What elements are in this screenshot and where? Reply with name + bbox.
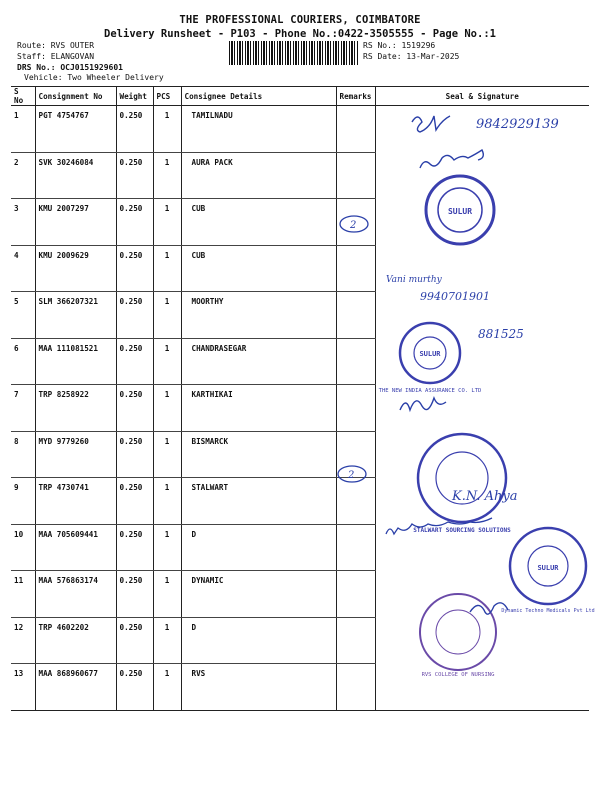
- row-signature-cell: [375, 664, 589, 711]
- sig1-phone: 9842929139: [476, 117, 559, 132]
- row-signature-cell: [375, 292, 589, 339]
- row-consignee: BISMARCK: [181, 431, 336, 478]
- row-pcs: 1: [153, 524, 181, 571]
- row-consignee: DYNAMIC: [181, 571, 336, 618]
- stamp-new-india-text: THE NEW INDIA ASSURANCE CO. LTD: [378, 388, 482, 394]
- row-pcs: 1: [153, 385, 181, 432]
- stamp-new-india-inner: SULUR: [419, 350, 441, 358]
- row-weight: 0.250: [116, 245, 153, 292]
- row-weight: 0.250: [116, 338, 153, 385]
- row-consignment-no: SLM 366207321: [35, 292, 116, 339]
- table-row: [11, 571, 589, 618]
- col-signature: Seal & Signature: [375, 87, 589, 106]
- row-sno: 8: [11, 431, 35, 478]
- row-pcs: 1: [153, 664, 181, 711]
- row-remarks: [336, 617, 375, 664]
- row-remarks: [336, 664, 375, 711]
- row-remarks: [336, 245, 375, 292]
- row-signature-cell: [375, 152, 589, 199]
- row-sno: 13: [11, 664, 35, 711]
- row-signature-cell: [375, 478, 589, 525]
- row-signature-cell: [375, 245, 589, 292]
- row-remarks: [336, 106, 375, 153]
- row-signature-cell: [375, 106, 589, 153]
- row-consignment-no: TRP 8258922: [35, 385, 116, 432]
- company-title: THE PROFESSIONAL COURIERS, COIMBATORE: [179, 14, 421, 26]
- row-pcs: 1: [153, 152, 181, 199]
- row-consignee: AURA PACK: [181, 152, 336, 199]
- row-pcs: 1: [153, 106, 181, 153]
- row-consignment-no: TRP 4730741: [35, 478, 116, 525]
- row-consignee: CUB: [181, 199, 336, 246]
- row-weight: 0.250: [116, 292, 153, 339]
- runsheet-table: [11, 86, 589, 711]
- table-row: [11, 524, 589, 571]
- row-sno: 12: [11, 617, 35, 664]
- row-consignment-no: KMU 2009629: [35, 245, 116, 292]
- col-weight: Weight: [116, 87, 153, 106]
- row-consignee: TAMILNADU: [181, 106, 336, 153]
- row-sno: 5: [11, 292, 35, 339]
- row-pcs: 1: [153, 292, 181, 339]
- row-remarks: [336, 292, 375, 339]
- row-weight: 0.250: [116, 106, 153, 153]
- stamp-sulur-text: SULUR: [447, 207, 473, 216]
- row-sno: 9: [11, 478, 35, 525]
- row-remarks: [336, 524, 375, 571]
- row-consignment-no: MAA 705609441: [35, 524, 116, 571]
- sig6-number: 881525: [478, 327, 524, 341]
- stamp-stalwart-text: STALWART SOURCING SOLUTIONS: [413, 527, 511, 534]
- row-sno: 11: [11, 571, 35, 618]
- col-sno: S No: [11, 87, 35, 106]
- col-remarks: Remarks: [336, 87, 375, 106]
- row-consignment-no: MAA 868960677: [35, 664, 116, 711]
- row-sno: 6: [11, 338, 35, 385]
- row-sno: 7: [11, 385, 35, 432]
- row-weight: 0.250: [116, 385, 153, 432]
- row-remarks: [336, 431, 375, 478]
- table-row: [11, 245, 589, 292]
- barcode: [229, 41, 359, 65]
- row-pcs: 1: [153, 431, 181, 478]
- stamp-dynamic-inner: SULUR: [537, 564, 559, 572]
- table-header-row: [11, 87, 589, 106]
- row-consignee: STALWART: [181, 478, 336, 525]
- row-signature-cell: [375, 431, 589, 478]
- vehicle-label: Vehicle: Two Wheeler Delivery: [24, 73, 164, 82]
- row-pcs: 1: [153, 199, 181, 246]
- row-weight: 0.250: [116, 478, 153, 525]
- table-row: [11, 152, 589, 199]
- row-sno: 4: [11, 245, 35, 292]
- row-consignment-no: MYD 9779260: [35, 431, 116, 478]
- route-label: Route: RVS OUTER: [17, 41, 95, 50]
- table-row: [11, 199, 589, 246]
- row-remarks: [336, 571, 375, 618]
- table-row: [11, 431, 589, 478]
- col-pcs: PCS: [153, 87, 181, 106]
- row-weight: 0.250: [116, 664, 153, 711]
- col-consignee: Consignee Details: [181, 87, 336, 106]
- row-weight: 0.250: [116, 524, 153, 571]
- row-consignee: CUB: [181, 245, 336, 292]
- row-consignee: D: [181, 617, 336, 664]
- row-remarks: [336, 338, 375, 385]
- row-consignment-no: PGT 4754767: [35, 106, 116, 153]
- row-weight: 0.250: [116, 571, 153, 618]
- sig5-name: Vani murthy: [386, 275, 442, 285]
- row-sno: 1: [11, 106, 35, 153]
- table-row: [11, 478, 589, 525]
- row-consignee: CHANDRASEGAR: [181, 338, 336, 385]
- row-consignee: KARTHIKAI: [181, 385, 336, 432]
- table-row: [11, 385, 589, 432]
- row-weight: 0.250: [116, 431, 153, 478]
- table-row: [11, 617, 589, 664]
- sig10-name: K.N. Ahya: [452, 489, 518, 504]
- rs-date: RS Date: 13-Mar-2025: [363, 52, 460, 61]
- row-signature-cell: [375, 524, 589, 571]
- row-remarks: [336, 199, 375, 246]
- table-row: [11, 106, 589, 153]
- row-pcs: 1: [153, 245, 181, 292]
- row-consignee: RVS: [181, 664, 336, 711]
- table-row: [11, 338, 589, 385]
- row-weight: 0.250: [116, 152, 153, 199]
- row-consignment-no: KMU 2007297: [35, 199, 116, 246]
- row-signature-cell: [375, 571, 589, 618]
- row-sno: 2: [11, 152, 35, 199]
- row-consignment-no: MAA 111081521: [35, 338, 116, 385]
- row-pcs: 1: [153, 478, 181, 525]
- staff-label: Staff: ELANGOVAN: [17, 52, 95, 61]
- remark-mark-row-10: 2: [348, 470, 355, 481]
- rs-number: RS No.: 1519296: [363, 41, 436, 50]
- row-signature-cell: [375, 199, 589, 246]
- row-signature-cell: [375, 385, 589, 432]
- row-pcs: 1: [153, 338, 181, 385]
- row-sno: 3: [11, 199, 35, 246]
- col-consignment: Consignment No: [35, 87, 116, 106]
- row-consignment-no: SVK 30246084: [35, 152, 116, 199]
- remark-mark-row-4: 2: [350, 220, 357, 231]
- row-signature-cell: [375, 338, 589, 385]
- stamp-rvs-text: RVS COLLEGE OF NURSING: [421, 672, 495, 678]
- row-pcs: 1: [153, 617, 181, 664]
- row-remarks: [336, 385, 375, 432]
- table-row: [11, 292, 589, 339]
- row-sno: 10: [11, 524, 35, 571]
- row-consignee: MOORTHY: [181, 292, 336, 339]
- row-signature-cell: [375, 617, 589, 664]
- row-remarks: [336, 152, 375, 199]
- table-row: [11, 664, 589, 711]
- runsheet-subtitle: Delivery Runsheet - P103 - Phone No.:0422-3505555 - Page No.:1: [104, 28, 496, 40]
- row-weight: 0.250: [116, 617, 153, 664]
- row-consignment-no: TRP 4602202: [35, 617, 116, 664]
- drs-number: DRS No.: OCJ0151929601: [17, 63, 123, 72]
- sig5-phone: 9940701901: [420, 290, 490, 303]
- row-pcs: 1: [153, 571, 181, 618]
- row-remarks: [336, 478, 375, 525]
- row-consignee: D: [181, 524, 336, 571]
- row-weight: 0.250: [116, 199, 153, 246]
- stamp-dynamic-text: Dynamic Techno Medicals Pvt Ltd: [501, 608, 595, 614]
- row-consignment-no: MAA 576863174: [35, 571, 116, 618]
